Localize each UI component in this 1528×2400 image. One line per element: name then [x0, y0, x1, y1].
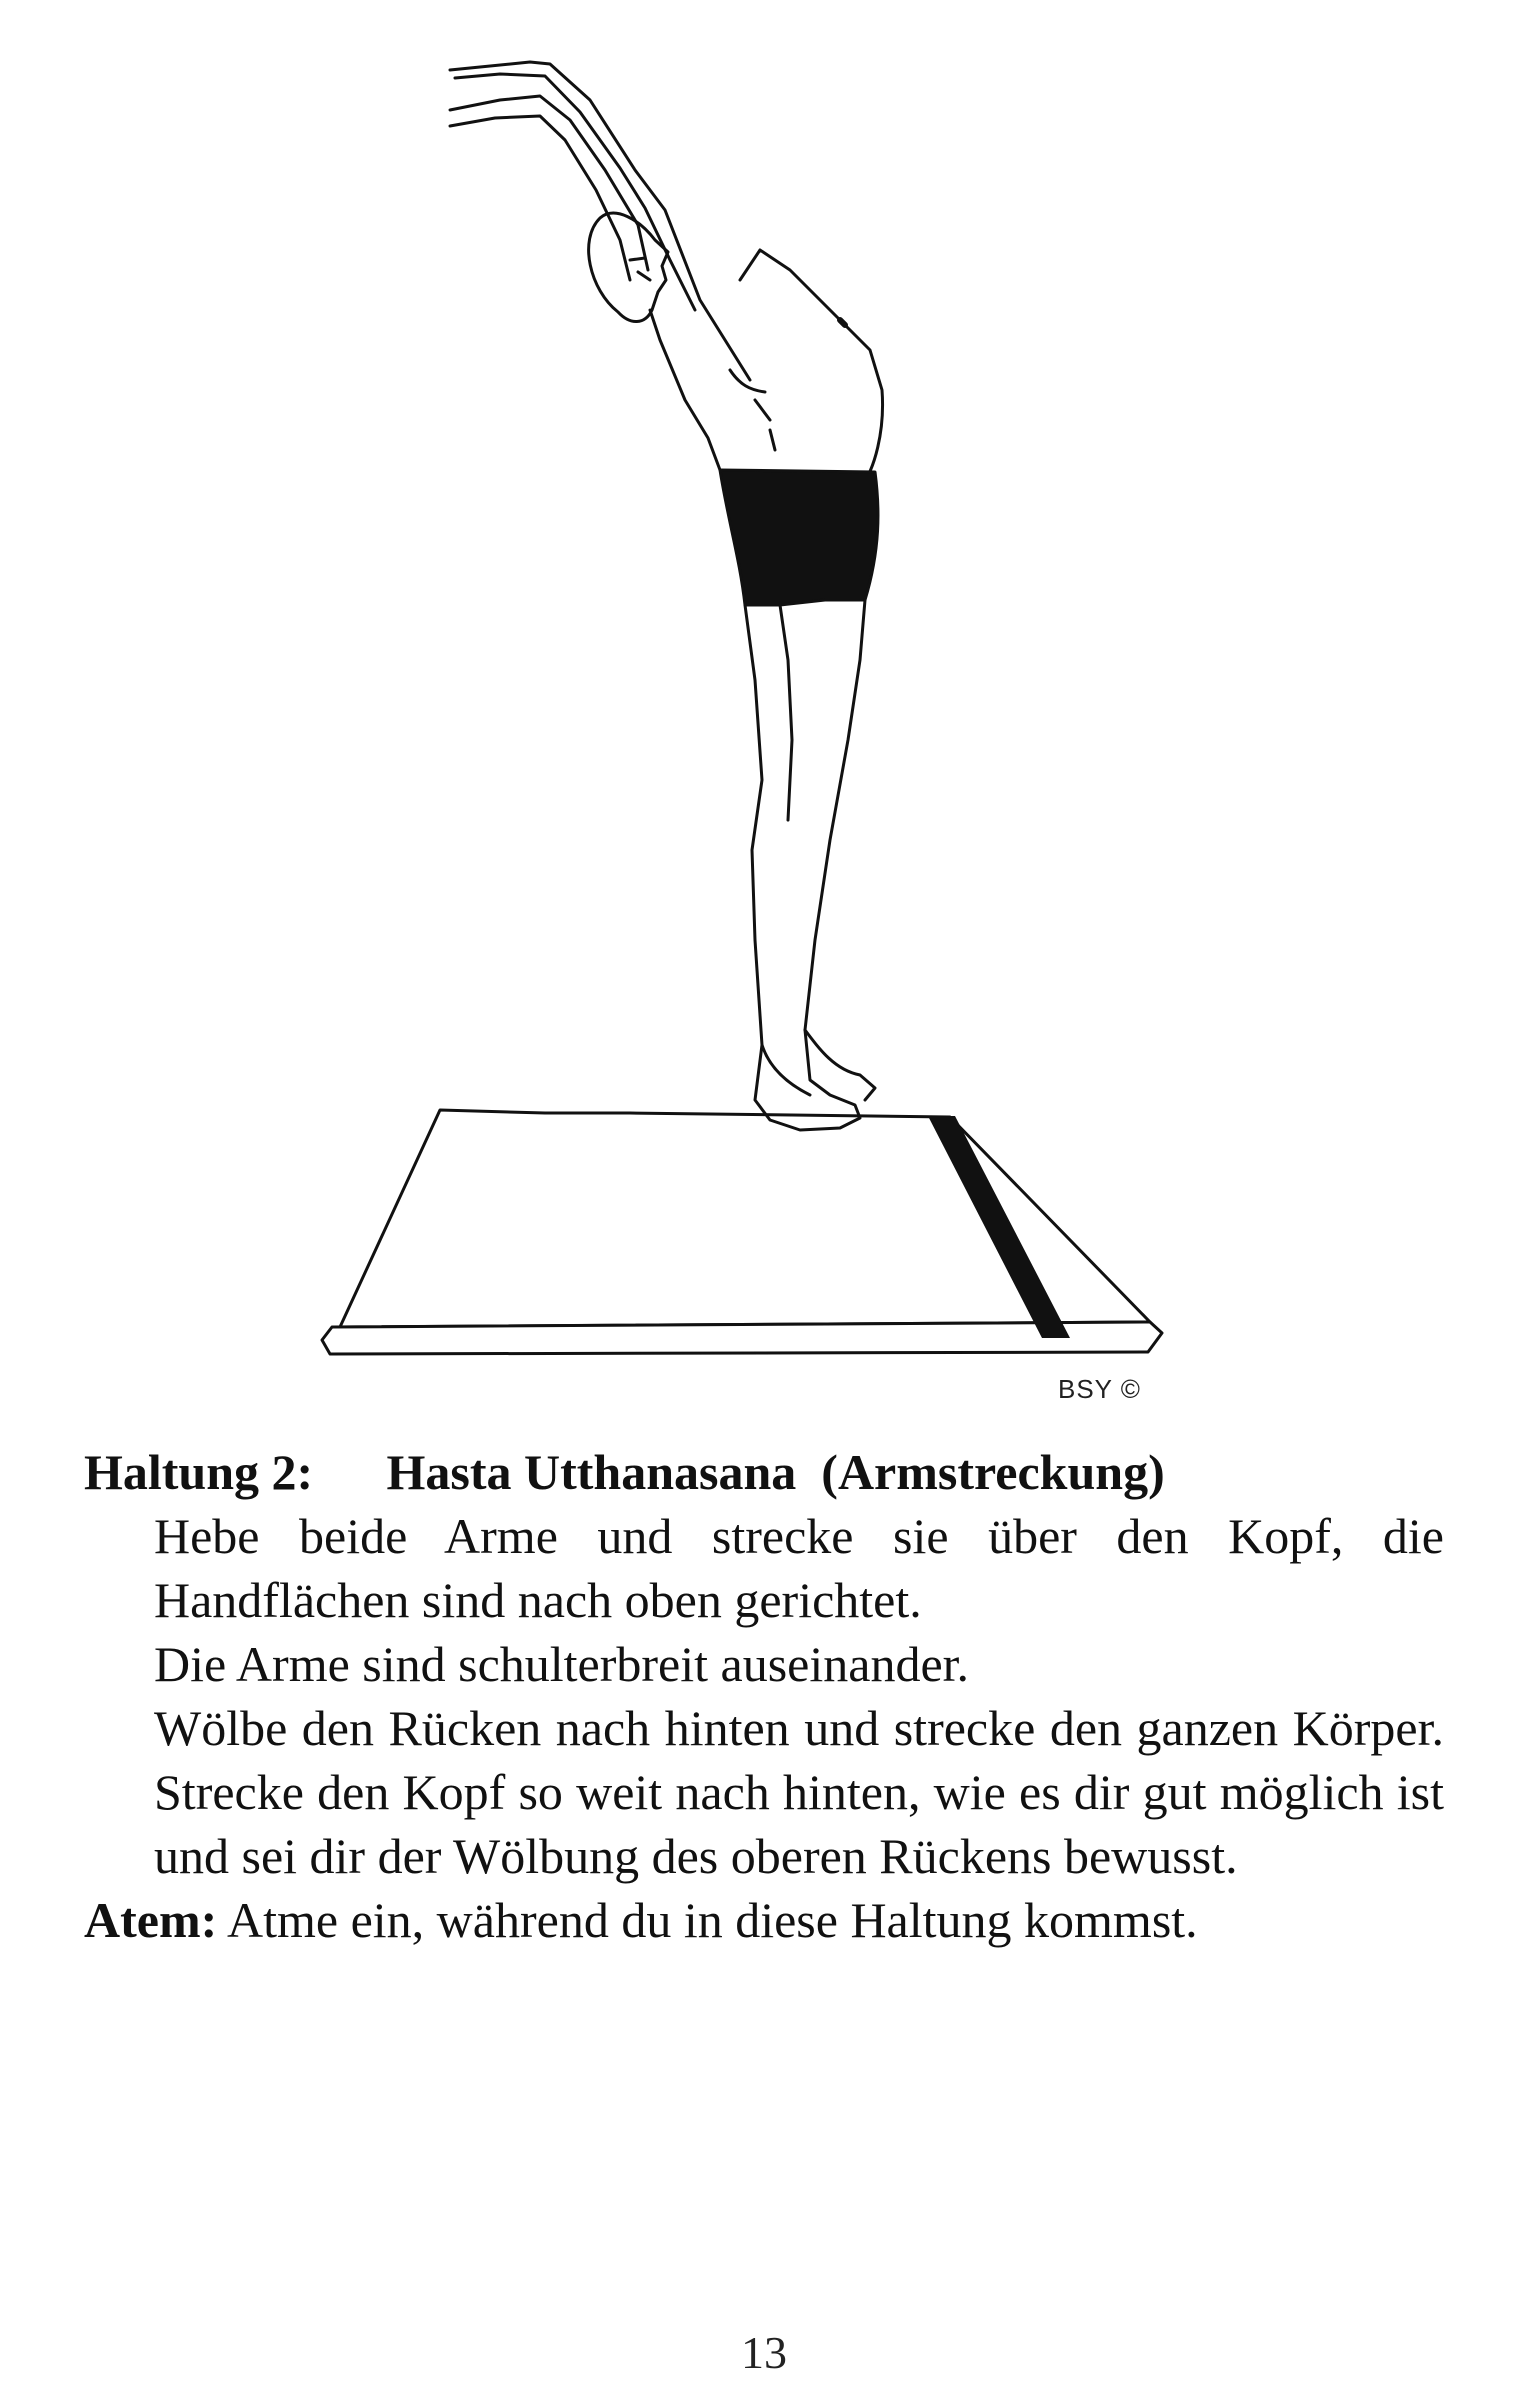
yoga-mat — [322, 1110, 1162, 1354]
illustration-credit: BSY © — [1058, 1374, 1141, 1404]
shorts — [720, 470, 878, 605]
pose-description — [84, 1440, 1444, 1952]
instruction-paragraph: Wölbe den Rücken nach hinten und strecke den ganzen Körper. Strecke den Kopf so weit nach hinten, wie es dir gut möglich ist und sei dir der Wölbung des oberen Rückens bewusst. — [154, 1700, 1444, 1884]
back-arm — [450, 62, 750, 380]
pose-name: Hasta Utthanasana — [386, 1444, 797, 1500]
torso — [650, 250, 883, 488]
breath-text: Atme ein, während du in diese Haltung kommst. — [227, 1892, 1198, 1948]
instruction-paragraph: Die Arme sind schulterbreit auseinander. — [154, 1636, 970, 1692]
yoga-pose-illustration — [300, 40, 1200, 1400]
page-number: 13 — [741, 2327, 787, 2378]
pose-heading — [84, 1440, 1444, 1504]
pose-number: Haltung 2: — [84, 1444, 314, 1500]
breath-label: Atem: — [84, 1892, 218, 1948]
pose-translation: (Armstreckung) — [821, 1444, 1165, 1500]
breath-instruction — [84, 1888, 1444, 1952]
instruction-paragraph: Hebe beide Arme und strecke sie über den Kopf, die Handflächen sind nach oben gerichtet. — [154, 1508, 1444, 1628]
